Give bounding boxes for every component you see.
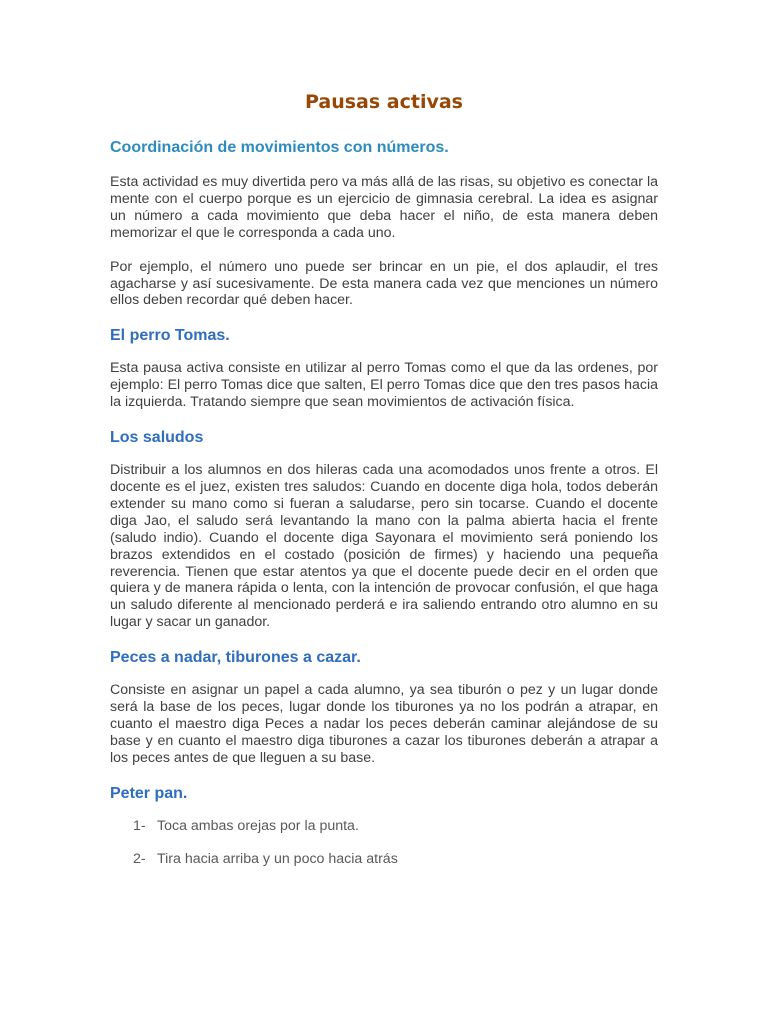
- steps-list: [110, 818, 658, 868]
- list-item-text: Toca ambas orejas por la punta.: [157, 817, 359, 834]
- section-heading-los-saludos: Los saludos: [110, 429, 204, 447]
- list-item-number: 2-: [133, 850, 146, 867]
- section-heading-peces: Peces a nadar, tiburones a cazar.: [110, 649, 361, 667]
- document-title: Pausas activas: [304, 91, 463, 113]
- list-item-number: 1-: [133, 817, 146, 834]
- section-heading-peter-pan: Peter pan.: [110, 784, 188, 802]
- list-item-text: Tira hacia arriba y un poco hacia atrás: [157, 850, 398, 867]
- list-item: [133, 851, 658, 868]
- paragraph: Distribuir a los alumnos en dos hileras cada una acomodados unos frente a otros. El docente es el juez, existen tres saludos: Cuando en docente diga hola, todos deberán extender su mano como si fueran a saludarse, pero sin tocarse. Cuando el docente diga Jao, el saludo será levantando la mano con la palma abierta hacia el frente (saludo indio). Cuando el docente diga Sayonara el movimiento será poniendo los brazos extendidos en el costado (posición de firmes) y haciendo una pequeña reverencia. Tienen que estar atentos ya que el docente puede decir en el orden que quiera y de manera rápida o lenta, con la intención de provocar confusión, el que haga un saludo diferente al mencionado perderá e ira saliendo entrando otro alumno en su lugar y sacar un ganador.: [110, 462, 658, 631]
- paragraph: Esta actividad es muy divertida pero va más allá de las risas, su objetivo es conectar la mente con el cuerpo porque es un ejercicio de gimnasia cerebral. La idea es asignar un número a cada movimiento que deba hacer el niño, de esta manera deben memorizar el que le corresponda a cada uno.: [110, 174, 658, 241]
- section-heading-coordinacion: Coordinación de movimientos con números.: [110, 139, 449, 156]
- section-heading-perro-tomas: El perro Tomas.: [110, 327, 230, 345]
- document-page: [110, 88, 658, 884]
- paragraph: Por ejemplo, el número uno puede ser brincar en un pie, el dos aplaudir, el tres agacharse y así sucesivamente. De esta manera cada vez que menciones un número ellos deben recordar qué deben hacer.: [110, 258, 658, 309]
- list-item: [133, 818, 658, 835]
- paragraph: Esta pausa activa consiste en utilizar al perro Tomas como el que da las ordenes, por ejemplo: El perro Tomas dice que salten, El perro Tomas dice que den tres pasos hacia la izquierda. Tratando siempre que sean movimientos de activación física.: [110, 360, 658, 411]
- paragraph: Consiste en asignar un papel a cada alumno, ya sea tiburón o pez y un lugar donde será la base de los peces, lugar donde los tiburones ya no los podrán a atrapar, en cuanto el maestro diga Peces a nadar los peces deberán caminar alejándose de su base y en cuanto el maestro diga tiburones a cazar los tiburones deberán a atrapar a los peces antes de que lleguen a su base.: [110, 682, 658, 766]
